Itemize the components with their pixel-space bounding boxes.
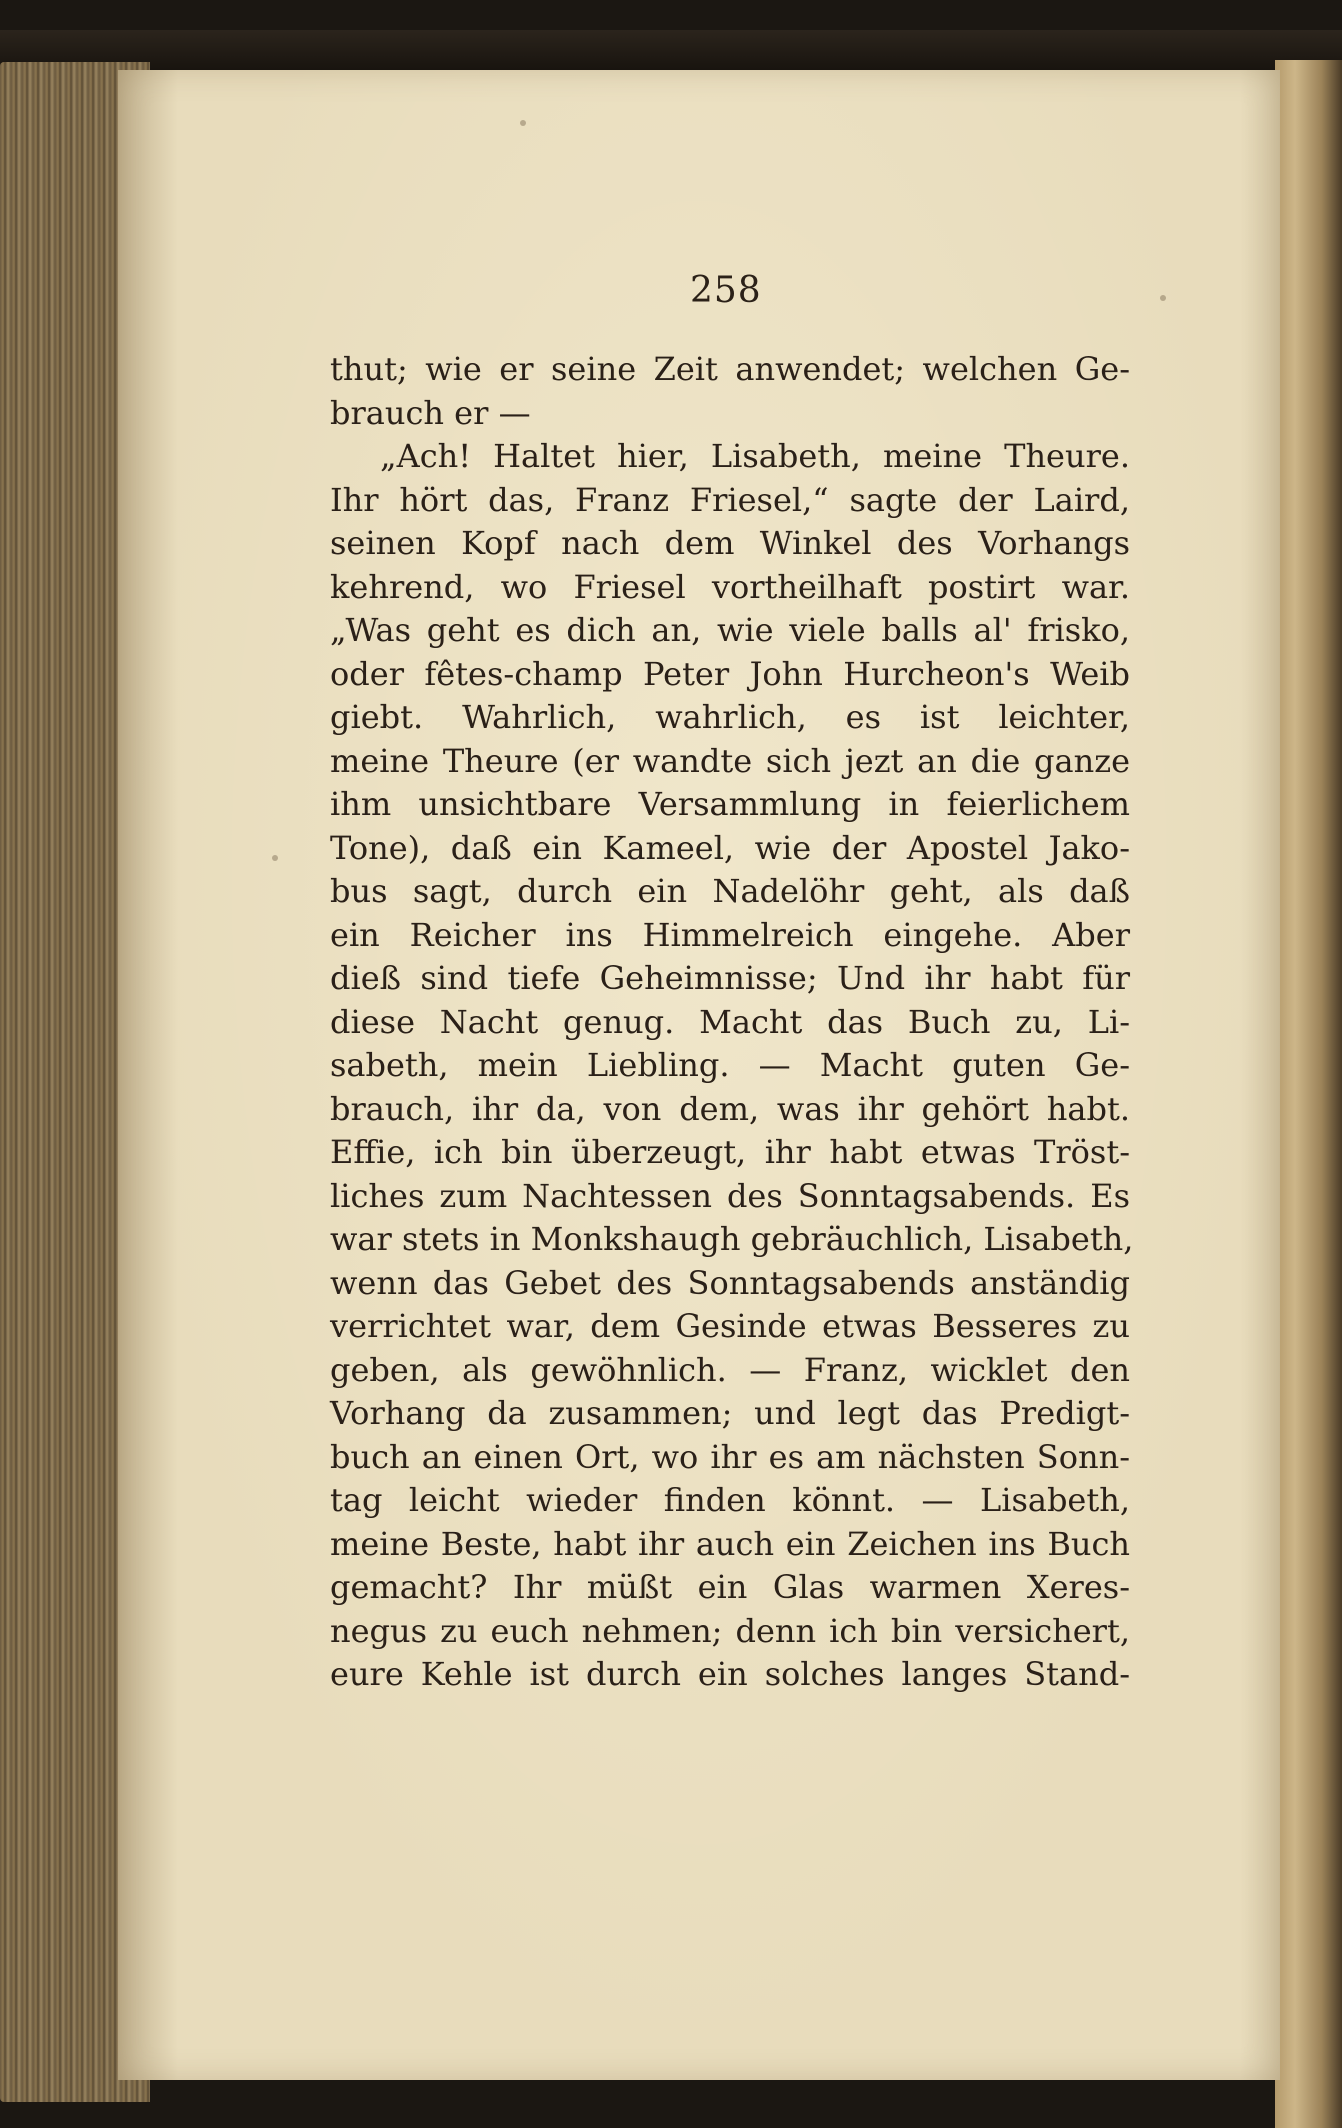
text-line: war stets in Monkshaugh gebräuchlich, Lisabeth, xyxy=(330,1220,1134,1258)
text-line: thut; wie er seine Zeit anwendet; welchen Ge- xyxy=(330,350,1130,388)
page-number: 258 xyxy=(690,270,762,311)
text-line: geben, als gewöhnlich. — Franz, wicklet den xyxy=(330,1350,1130,1389)
text-line: ihm unsichtbare Versammlung in feierlichem xyxy=(330,785,1130,823)
body-text xyxy=(330,348,1134,1697)
text-line: eure Kehle ist durch ein solches langes Stand- xyxy=(330,1655,1130,1693)
text-line: Effie, ich bin überzeugt, ihr habt etwas Tröst- xyxy=(330,1133,1130,1171)
text-line: buch an einen Ort, wo ihr es am nächsten Sonn- xyxy=(330,1437,1130,1476)
book-fore-edge xyxy=(1275,60,1342,2128)
text-line: kehrend, wo Friesel vortheilhaft postirt war. xyxy=(330,567,1130,606)
text-line: meine Theure (er wandte sich jezt an die ganze xyxy=(330,741,1130,780)
paper-speck xyxy=(1160,295,1166,301)
text-line: „Was geht es dich an, wie viele balls al' frisko, xyxy=(330,611,1130,649)
text-line: Vorhang da zusammen; und legt das Predigt- xyxy=(330,1394,1130,1432)
text-line: liches zum Nachtessen des Sonntagsabends. Es xyxy=(330,1176,1130,1215)
text-line: diese Nacht genug. Macht das Buch zu, Li- xyxy=(330,1002,1130,1041)
text-line: seinen Kopf nach dem Winkel des Vorhangs xyxy=(330,524,1130,562)
text-line: Ihr hört das, Franz Friesel,“ sagte der Laird, xyxy=(330,480,1130,519)
text-line: meine Beste, habt ihr auch ein Zeichen ins Buch xyxy=(330,1524,1130,1563)
text-line: verrichtet war, dem Gesinde etwas Besseres zu xyxy=(330,1307,1130,1345)
text-line: negus zu euch nehmen; denn ich bin versichert, xyxy=(330,1611,1130,1650)
text-line: dieß sind tiefe Geheimnisse; Und ihr habt für xyxy=(330,959,1130,997)
text-line: sabeth, mein Liebling. — Macht guten Ge- xyxy=(330,1046,1130,1084)
text-line: „Ach! Haltet hier, Lisabeth, meine Theure. xyxy=(380,437,1130,475)
book-cover-edge xyxy=(0,30,1342,75)
text-line: brauch er — xyxy=(330,393,531,432)
text-line: gemacht? Ihr müßt ein Glas warmen Xeres- xyxy=(330,1568,1130,1606)
text-line: giebt. Wahrlich, wahrlich, es ist leichter, xyxy=(330,698,1130,736)
paper-speck xyxy=(520,120,526,126)
text-line: ein Reicher ins Himmelreich eingehe. Aber xyxy=(330,915,1130,954)
text-line: tag leicht wieder finden könnt. — Lisabeth, xyxy=(330,1481,1130,1519)
text-line: Tone), daß ein Kameel, wie der Apostel Jako- xyxy=(330,828,1130,867)
paper-speck xyxy=(272,855,278,861)
text-line: oder fêtes-champ Peter John Hurcheon's Weib xyxy=(330,654,1130,693)
text-line: bus sagt, durch ein Nadelöhr geht, als daß xyxy=(330,872,1130,910)
text-line: wenn das Gebet des Sonntagsabends anständig xyxy=(330,1263,1130,1302)
text-line: brauch, ihr da, von dem, was ihr gehört habt. xyxy=(330,1089,1130,1128)
